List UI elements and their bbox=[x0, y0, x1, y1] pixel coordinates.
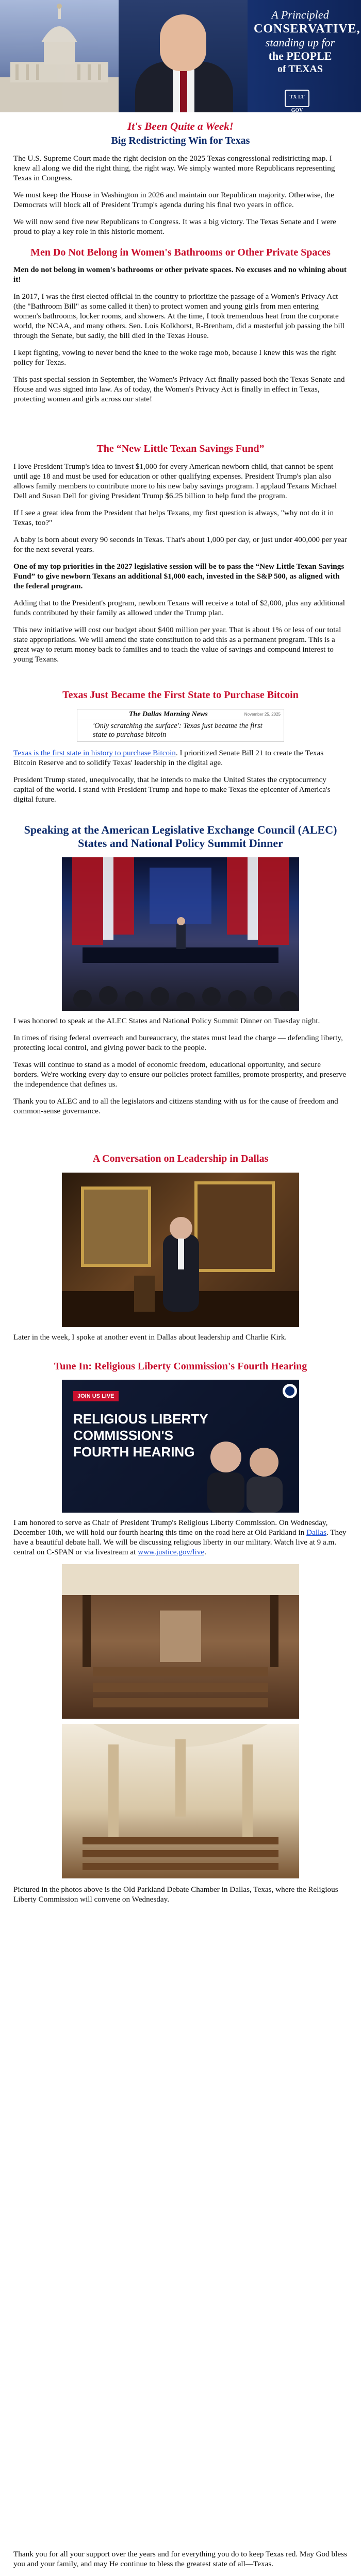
tagline-line-1: A Principled bbox=[271, 8, 329, 21]
paragraph: I was honored to speak at the ALEC States and National Policy Summit Dinner on Tuesday night. bbox=[13, 1016, 320, 1025]
paragraph: This new initiative will cost our budget about $400 million per year. That is about 1% or less of our total state appropriations. We will amend the state constitution to add this as a permanent program. This is a great way to return money back to families and to teach the value of savings and compound interest to young Texans. bbox=[13, 625, 341, 664]
news-headline: 'Only scratching the surface': Texas just became the first state to purchase bitcoin bbox=[93, 722, 262, 739]
paragraph: I love President Trump's idea to invest $1,000 for every American newborn child, that cannot be spent until age 18 and must be used for education or other qualifying expenses. President Trump's plan also allows family members to contribute more to his new baby savings program. I applaud Texans Michael Dell and Susan Dell for giving President Trump $6.25 billion to help fund the program. bbox=[13, 462, 337, 500]
section-heading: Men Do Not Belong in Women's Bathrooms or Other Private Spaces bbox=[30, 247, 331, 258]
panelists-icon bbox=[62, 1380, 299, 1513]
paragraph bbox=[13, 1518, 348, 1557]
section-heading: Texas Just Became the First State to Purchase Bitcoin bbox=[62, 689, 299, 701]
section-religious-liberty bbox=[13, 1360, 348, 1911]
paragraph-text: . I prioritized Senate Bill 21 to create the Texas Bitcoin Reserve and to solidify Texas' leadership in the digital age. bbox=[13, 749, 324, 767]
paragraph: A baby is born about every 90 seconds in Texas. That's about 1,000 per day, or just under 400,000 per year for the next several years. bbox=[13, 535, 348, 554]
section-heading: Tune In: Religious Liberty Commission's Fourth Hearing bbox=[54, 1361, 307, 1372]
graphic-line-2: COMMISSION'S bbox=[73, 1428, 173, 1443]
speaker-photo-icon bbox=[62, 1173, 299, 1327]
paragraph: I kept fighting, vowing to never bend the knee to the woke rage mob, because I knew this was the right policy for Texas. bbox=[13, 348, 336, 367]
alec-dinner-photo bbox=[62, 857, 299, 1011]
photo-caption: Pictured in the photos above is the Old Parkland Debate Chamber in Dallas, Texas, where the Religious Liberty Commission will convene on Wednesday. bbox=[13, 1885, 338, 1904]
paragraph: Later in the week, I spoke at another event in Dallas about leadership and Charlie Kirk. bbox=[13, 1333, 287, 1342]
section-privacy bbox=[13, 246, 348, 411]
section-heading: Big Redistricting Win for Texas bbox=[111, 135, 250, 146]
bitcoin-article-link[interactable]: Texas is the first state in history to purchase Bitcoin bbox=[13, 749, 176, 757]
header-banner bbox=[0, 0, 361, 112]
lead-paragraph: Men do not belong in women's bathrooms or other private spaces. No excuses and no whining about it! bbox=[13, 265, 347, 284]
tagline-line-2: CONSERVATIVE, bbox=[254, 22, 360, 36]
chamber-hall-icon bbox=[62, 1724, 299, 1878]
news-masthead: The Dallas Morning News bbox=[129, 710, 208, 718]
section-heading: A Conversation on Leadership in Dallas bbox=[92, 1153, 269, 1164]
paragraph bbox=[13, 748, 348, 768]
paragraph-text: . They have a beautiful debate hall. We will be discussing religious liberty in our military. Watch live at 9 a.m. central on C-SPAN or via livestream at bbox=[13, 1528, 347, 1556]
paragraph: Texas will continue to stand as a model of economic freedom, educational opportunity, and secure borders. We're working every day to ensure our policies protect families, promote prosperity, and preserve the independence that defines us. bbox=[13, 1060, 347, 1089]
capitol-image bbox=[0, 0, 119, 112]
graphic-line-3: FOURTH HEARING bbox=[73, 1444, 195, 1460]
paragraph-text: . bbox=[204, 1548, 206, 1556]
hearing-graphic bbox=[62, 1380, 299, 1513]
paragraph: In 2017, I was the first elected official in the country to prioritize the passage of a Women's Privacy Act (the "Bathroom Bill" as some called it then) to protect women and young girls from men entering women's bathrooms, locker rooms, and showers. At the time, I took tremendous heat from the corporate world, the NCAA, and many others. Sen. Lois Kolkhorst, R-Brenham, did a masterful job passing the bill through the Senate, but sadly, the bill died in the Texas House. bbox=[13, 292, 345, 340]
section-leadership bbox=[13, 1152, 348, 1349]
portrait-tie bbox=[180, 70, 187, 112]
paragraph: Thank you for all your support over the years and for everything you do to keep Texas red. May God bless you and your family, and may He continue to bless the greatest state of all—Texas. bbox=[13, 2550, 347, 2568]
highlight-paragraph: One of my top priorities in the 2027 legislative session will be to pass the “New Little Texan Savings Fund” to give newborn Texans an additional $1,000 each, invested in the S&P 500, as aligned with the federal program. bbox=[13, 562, 344, 590]
stage-photo-icon bbox=[62, 857, 299, 1011]
leadership-event-photo bbox=[62, 1173, 299, 1327]
news-date: November 25, 2025 bbox=[244, 712, 281, 717]
news-clipping[interactable] bbox=[77, 709, 284, 742]
live-badge: JOIN US LIVE bbox=[73, 1391, 119, 1401]
paragraph: If I see a great idea from the President that helps Texans, my first question is always, "why not do it in Texas, too?" bbox=[13, 509, 334, 527]
debate-chamber-photo-1 bbox=[62, 1564, 299, 1719]
debate-chamber-photo-2 bbox=[62, 1724, 299, 1878]
paragraph: Adding that to the President's program, newborn Texans will receive a total of $2,000, plus any additional funds contributed by their family as allowed under the Trump plan. bbox=[13, 599, 345, 617]
paragraph: President Trump stated, unequivocally, that he intends to make the United States the cryptocurrency capital of the world. I stand with President Trump and hope to make Texas the epicenter of America's digital future. bbox=[13, 775, 331, 804]
graphic-line-1: RELIGIOUS LIBERTY bbox=[73, 1411, 208, 1427]
section-heading: The “New Little Texan Savings Fund” bbox=[96, 443, 265, 454]
portrait-face bbox=[160, 14, 206, 71]
intro-title: It's Been Quite a Week! bbox=[127, 120, 234, 132]
section-redistricting bbox=[13, 134, 348, 244]
section-alec bbox=[13, 823, 348, 1123]
paragraph: Thank you to ALEC and to all the legislators and citizens standing with us for the cause of freedom and common-sense governance. bbox=[13, 1097, 338, 1115]
banner-tagline bbox=[254, 8, 360, 75]
chamber-interior-icon bbox=[62, 1564, 299, 1719]
tagline-line-3: standing up for bbox=[265, 36, 335, 49]
section-bitcoin bbox=[13, 688, 348, 811]
paragraph: We will now send five new Republicans to Congress. It was a big victory. The Texas Senate and I were proud to play a key role in this historic moment. bbox=[13, 217, 336, 236]
texas-seal-logo: TX LT GOV bbox=[285, 90, 309, 107]
tagline-line-4: the PEOPLE bbox=[268, 49, 332, 62]
dallas-link[interactable]: Dallas bbox=[306, 1528, 326, 1537]
paragraph: We must keep the House in Washington in 2026 and maintain our Republican majority. Otherwise, the Democrats will block all of President Trump's agenda during his final two years in office. bbox=[13, 191, 334, 209]
paragraph: In times of rising federal overreach and bureaucracy, the states must lead the charge — defending liberty, protecting local control, and giving power back to the people. bbox=[13, 1033, 343, 1052]
paragraph: The U.S. Supreme Court made the right decision on the 2025 Texas congressional redistricting map. I knew all along we did the right thing, the right way. We simply wanted more Republicans representing Texas in Congress. bbox=[13, 154, 335, 182]
closing-section bbox=[13, 2549, 348, 2576]
capitol-dome-icon bbox=[0, 0, 119, 112]
section-savings-fund bbox=[13, 442, 348, 671]
section-heading: Speaking at the American Legislative Exchange Council (ALEC) States and National Policy Summit Dinner bbox=[24, 823, 337, 850]
livestream-link[interactable]: www.justice.gov/live bbox=[138, 1548, 205, 1556]
paragraph-text: I am honored to serve as Chair of President Trump's Religious Liberty Commission. On Wednesday, December 10th, we will hold our fourth hearing this time on the road here at Old Parkland in bbox=[13, 1518, 328, 1537]
paragraph: This past special session in September, the Women's Privacy Act finally passed both the Texas Senate and House and was signed into law. As of today, the Women's Privacy Act is finally in effect in Texas, protecting women and girls across our state! bbox=[13, 375, 345, 403]
tagline-line-5: of TEXAS bbox=[277, 63, 323, 75]
